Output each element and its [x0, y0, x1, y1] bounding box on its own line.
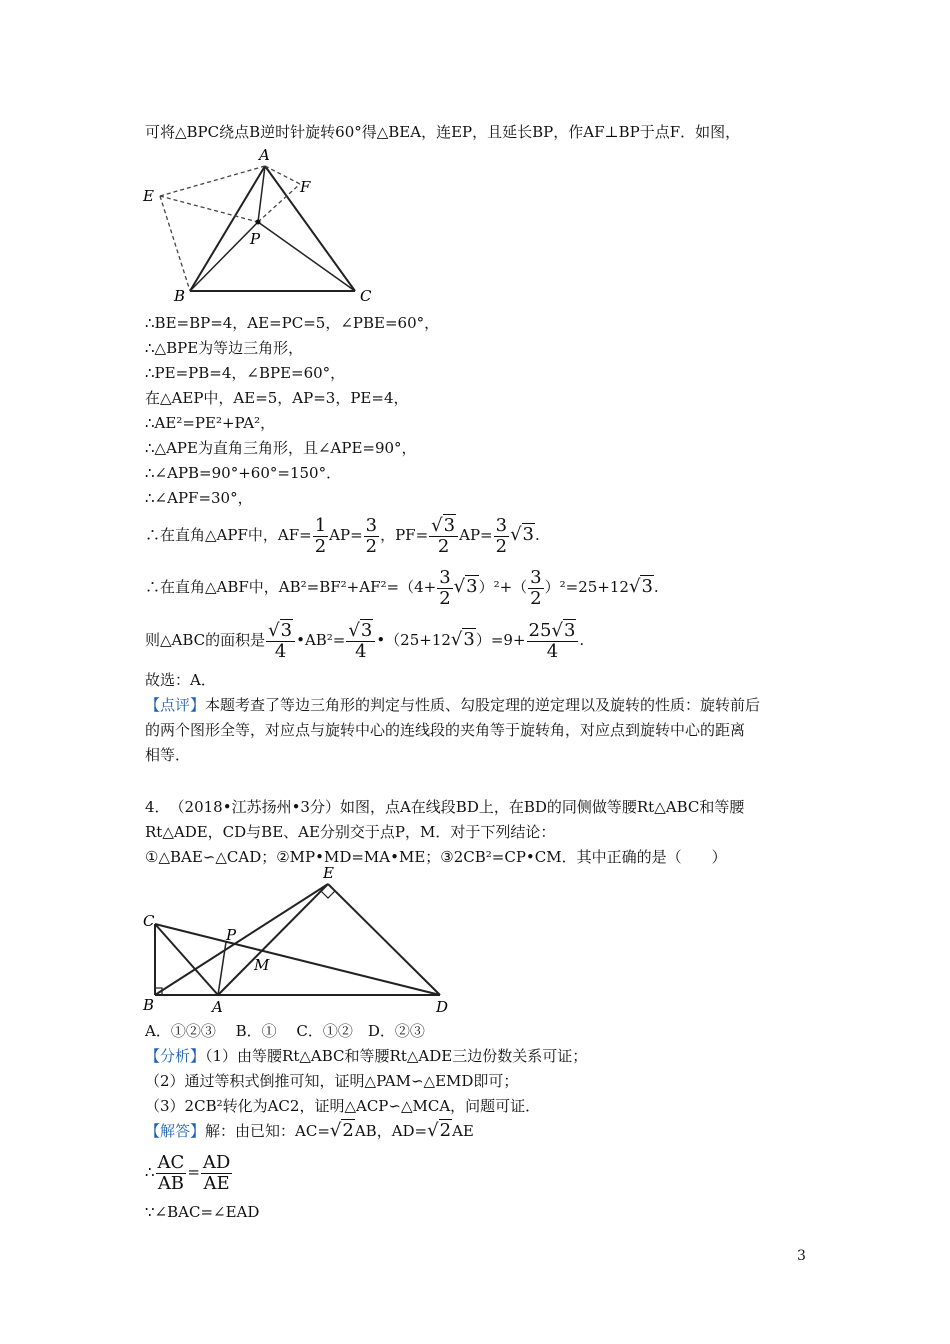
step-10-c: ）²=25+12 [544, 578, 629, 596]
step-11-d: ）=9+ [475, 631, 526, 649]
sqrt3: √3 [510, 524, 534, 545]
step-8: ∴∠APF=30°， [145, 489, 253, 507]
analysis-line-3: （3）2CB²转化为AC2，证明△ACP∽△MCA，问题可证． [145, 1097, 541, 1115]
q4-line-1: 4． （2018•江苏扬州•3分）如图，点A在线段BD上，在BD的同侧做等腰Rt△ABC和等腰 [145, 798, 745, 816]
sqrt3-d: √3 [450, 629, 475, 650]
step-6: ∴△APE为直角三角形，且∠APE=90°， [145, 439, 417, 457]
step-5: ∴AE²=PE²+PA²， [145, 414, 276, 432]
fraction-three-halves-2: $\frac{3}{2}$ [495, 514, 508, 557]
step-10-d: . [653, 578, 659, 596]
answer-line: 故选：A． [145, 671, 216, 689]
step-10-b: ）²+（ [478, 578, 528, 596]
step-11-c: •（25+12 [376, 631, 451, 649]
review-text-1: 本题考查了等边三角形的判定与性质、勾股定理的逆定理以及旋转的性质：旋转前后 [205, 696, 761, 714]
step-9-b: AP= [329, 526, 363, 544]
sqrt2-b: √2 [427, 1120, 452, 1141]
segment-eb [160, 196, 190, 291]
solve-line-1 [145, 1121, 474, 1141]
solve-text-a: 解：由已知：AC= [205, 1122, 330, 1140]
step-4: 在△AEP中，AE=5，AP=3，PE=4， [145, 389, 409, 407]
fraction-ac-ab: $\frac{AC}{AB}$ [157, 1151, 185, 1194]
step-1: ∴BE=BP=4，AE=PC=5，∠PBE=60°， [145, 314, 440, 332]
segment-pf [258, 184, 300, 222]
segment-ep [160, 196, 258, 222]
sqrt2-a: √2 [329, 1120, 354, 1141]
intro-text: 可将△BPC绕点B逆时针旋转60°得△BEA，连EP，且延长BP，作AF⊥BP于点F．如图， [145, 123, 741, 141]
solve-tag: 【解答】 [145, 1122, 206, 1140]
equals-sign: = [187, 1163, 200, 1181]
q4-line-2: Rt△ADE，CD与BE、AE分别交于点P，M．对于下列结论： [145, 823, 556, 841]
fraction-ad-ae: $\frac{AD}{AE}$ [202, 1151, 231, 1194]
fraction-three-halves-4: $\frac{3}{2}$ [530, 566, 542, 609]
fraction-half: $\frac{1}{2}$ [314, 514, 327, 557]
solve-line-2 [145, 1150, 233, 1194]
analysis-line-1 [145, 1046, 587, 1066]
label-b-2: B [143, 996, 155, 1014]
solve-line-3: ∵∠BAC=∠EAD [145, 1203, 260, 1221]
step-11 [145, 618, 584, 662]
fraction-root3-quarter-2: $\frac{√3}{4}$ [346, 621, 375, 662]
label-c: C [360, 287, 372, 305]
step-2: ∴△BPE为等边三角形， [145, 339, 304, 357]
label-f: F [300, 178, 311, 196]
figure-rotation-triangle [140, 146, 380, 308]
step-9-e: . [535, 526, 540, 544]
label-a: A [259, 146, 270, 164]
segment-be [155, 884, 328, 995]
review-line-2: 的两个图形全等，对应点与旋转中心的连线段的夹角等于旋转角，对应点到旋转中心的距离 [145, 721, 746, 739]
step-9-a: ∴在直角△APF中，AF= [145, 526, 312, 544]
sqrt3-b: √3 [453, 576, 478, 597]
fraction-three-halves-3: $\frac{3}{2}$ [439, 566, 451, 609]
q4-line-3: ①△BAE∽△CAD；②MP•MD=MA•ME；③2CB²=CP•CM．其中正确的是（ ） [145, 848, 727, 866]
segment-pc [258, 222, 355, 291]
therefore-sign: ∴ [145, 1163, 155, 1181]
page-number: 3 [797, 1248, 806, 1264]
review-line-1 [145, 695, 760, 715]
fraction-three-halves: $\frac{3}{2}$ [365, 514, 378, 557]
fraction-root3-half: $\frac{√3}{2}$ [429, 516, 458, 557]
figure-isosceles-right-triangles [140, 864, 460, 1016]
analysis-line-2: （2）通过等积式倒推可知，证明△PAM∽△EMD即可； [145, 1072, 519, 1090]
step-3: ∴PE=PB=4，∠BPE=60°， [145, 364, 346, 382]
step-10 [145, 565, 659, 609]
solve-text-e: AE [452, 1122, 474, 1140]
analysis-text-1: （1）由等腰Rt△ABC和等腰Rt△ADE三边份数关系可证； [205, 1047, 588, 1065]
fraction-25root3-quarter: $\frac{25√3}{4}$ [527, 621, 579, 662]
solve-text-c: AB，AD= [354, 1122, 428, 1140]
point-p [256, 220, 261, 225]
review-tag: 【点评】 [145, 696, 206, 714]
fraction-root3-quarter: $\frac{√3}{4}$ [266, 621, 295, 662]
step-9 [145, 513, 540, 557]
step-11-a: 则△ABC的面积是 [145, 631, 266, 649]
label-a-2: A [212, 998, 223, 1016]
right-angle-e [321, 891, 335, 898]
review-line-3: 相等． [145, 746, 191, 764]
step-10-a: ∴在直角△ABF中，AB²=BF²+AF²=（4+ [145, 578, 437, 596]
step-9-d: AP= [459, 526, 493, 544]
label-d: D [436, 998, 449, 1016]
label-p: P [250, 230, 261, 248]
step-11-e: . [579, 631, 585, 649]
step-7: ∴∠APB=90°+60°=150°． [145, 464, 342, 482]
sqrt3-c: √3 [628, 576, 653, 597]
label-e: E [143, 187, 154, 205]
label-c-2: C [143, 912, 155, 930]
q4-options: A．①②③ B．① C．①② D．②③ [145, 1022, 425, 1040]
segment-cd [155, 924, 440, 995]
segment-bp [190, 222, 258, 291]
step-9-c: ，PF= [380, 526, 429, 544]
label-e-2: E [323, 864, 334, 882]
segment-ed [328, 884, 440, 995]
label-b: B [174, 287, 186, 305]
step-11-b: •AB²= [296, 631, 346, 649]
label-p-2: P [226, 926, 237, 944]
label-m: M [254, 956, 270, 974]
analysis-tag: 【分析】 [145, 1047, 206, 1065]
